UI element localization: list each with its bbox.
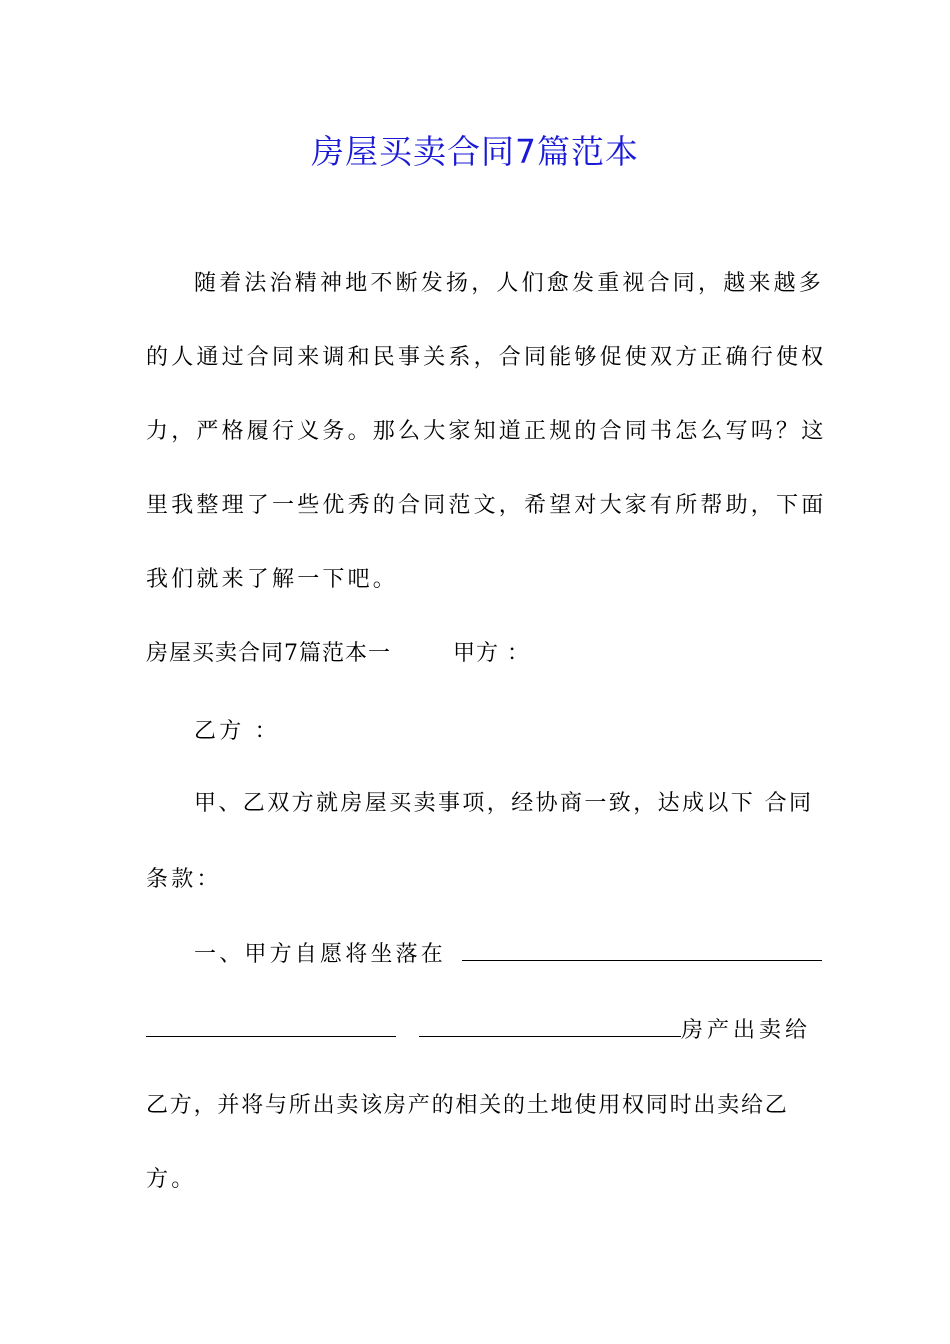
party-a-label: 甲方 ： (453, 641, 530, 666)
intro-line-1: 随着法治精神地不断发扬，人们愈发重视合同，越来越多 (194, 271, 825, 296)
clause-1-line-3: 乙方，并将与所出卖该房产的相关的土地使用权同时出卖给乙 (146, 1093, 789, 1118)
clause-1-mid: 房产出卖给 (681, 1018, 812, 1043)
intro-line-4: 里我整理了一些优秀的合同范文，希望对大家有所帮助，下面 (146, 493, 827, 518)
clause-1-line-4: 方。 (146, 1167, 197, 1192)
clause-1-line-1 (194, 936, 806, 973)
section-heading-row (146, 636, 806, 672)
intro-line-3: 力，严格履行义务。那么大家知道正规的合同书怎么写吗？这 (146, 419, 827, 444)
document-title: 房屋买卖合同7篇范本 (311, 132, 639, 171)
party-b-label: 乙方 ： (194, 719, 280, 744)
clause-1-line-2 (146, 1012, 812, 1049)
intro-line-5: 我们就来了解一下吧。 (146, 567, 399, 592)
clause-1-start: 一、甲方自愿将坐落在 (194, 942, 447, 967)
clause-intro-line-2: 条款： (146, 867, 222, 892)
location-blank-1 (462, 936, 822, 961)
intro-line-2: 的人通过合同来调和民事关系，合同能够促使双方正确行使权 (146, 345, 827, 370)
location-blank-2 (146, 1012, 396, 1037)
location-blank-3 (419, 1012, 681, 1037)
section-heading: 房屋买卖合同7篇范本一 (146, 641, 391, 666)
clause-intro-line-1: 甲、乙双方就房屋买卖事项，经协商一致，达成以下 合同 (194, 791, 814, 816)
